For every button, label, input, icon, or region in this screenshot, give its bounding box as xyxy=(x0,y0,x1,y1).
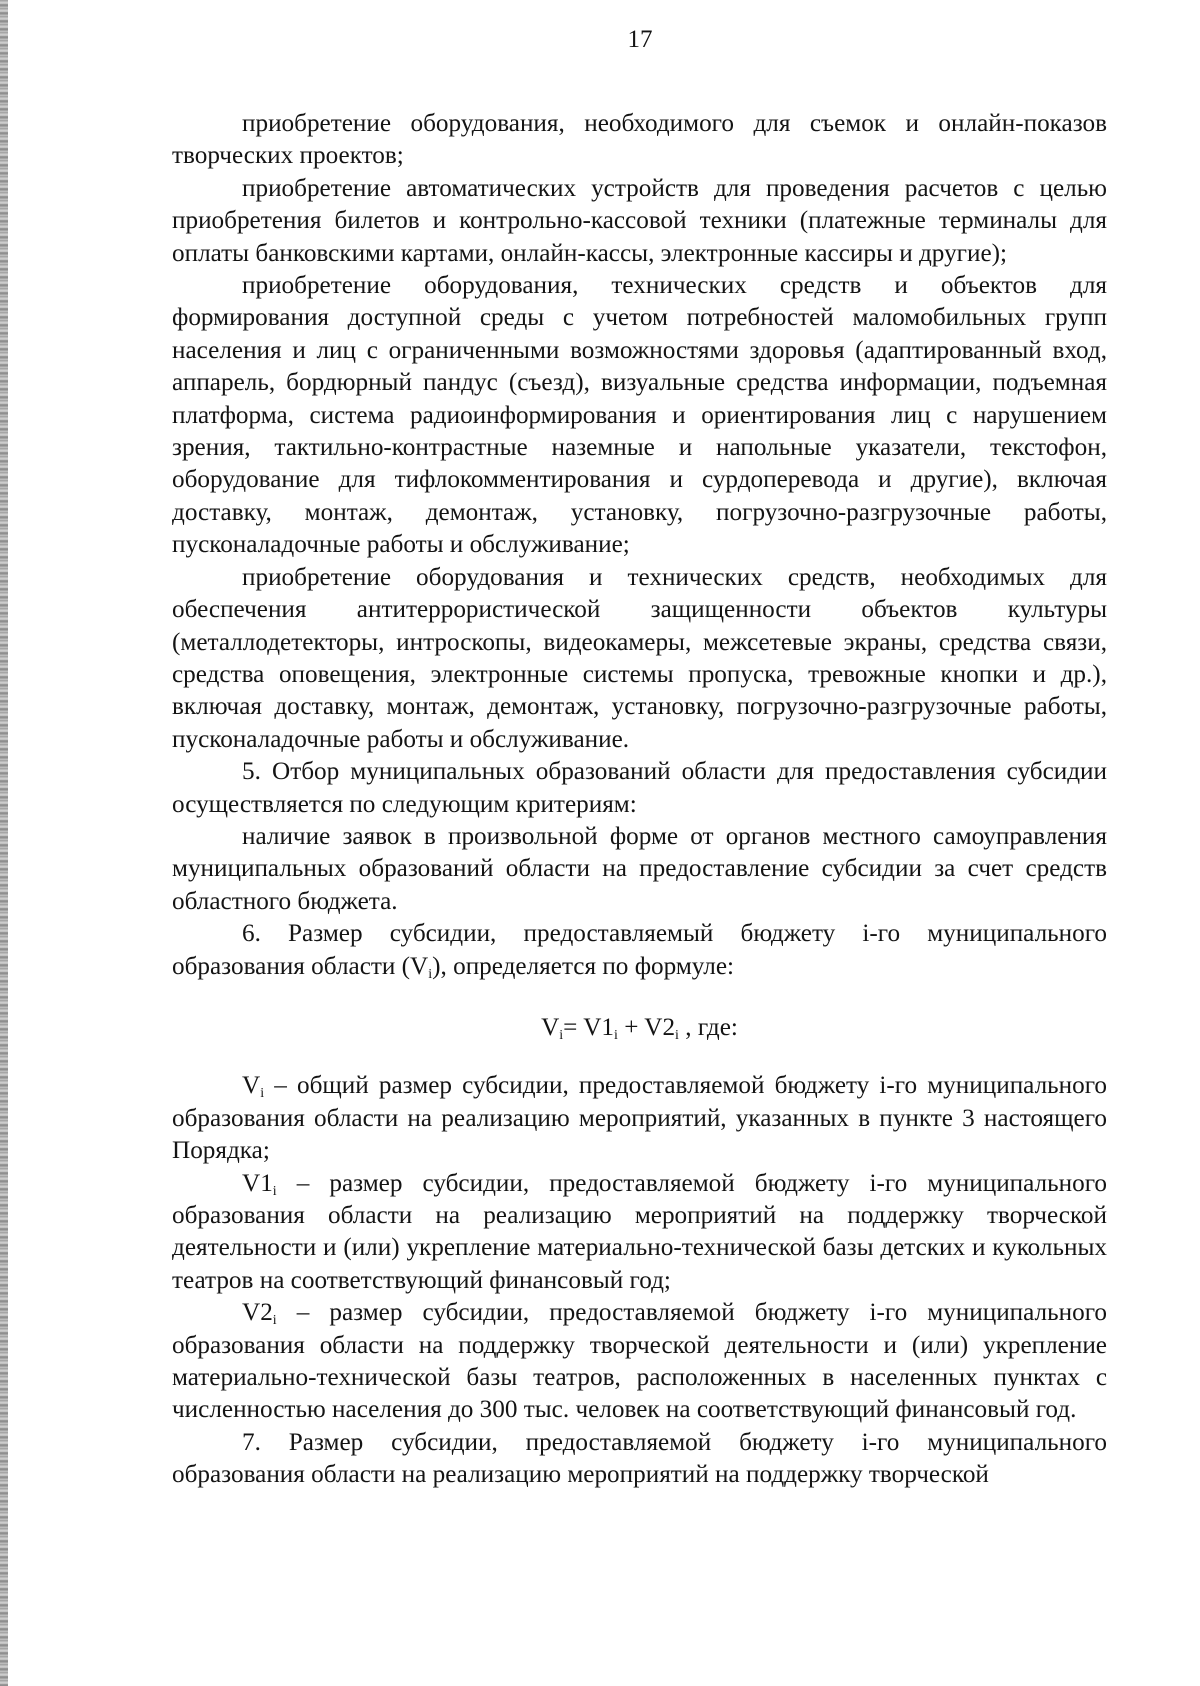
definition-symbol-sub: i xyxy=(272,1313,277,1329)
definition-text: – общий размер субсидии, предоставляемой бюджету i-го муниципального образования области на реализацию мероприятий, указанных в пункте 3 настоящего Порядка; xyxy=(172,1072,1107,1165)
paragraph-applications-criterion: наличие заявок в произвольной форме от органов местного самоуправления муниципальных образований области на предоставление субсидии за счет средств областного бюджета. xyxy=(172,822,1107,915)
subsidy-size-end: ), определяется по формуле: xyxy=(432,952,734,980)
definition-text: – размер субсидии, предоставляемой бюджету i-го муниципального образования области на поддержку творческой деятельности и (или) укрепление материально-технической базы театров, расположенных в населенных пунктах с численностью населения до 300 тыс. человек на соответствующий финансовый год. xyxy=(172,1299,1107,1424)
definition-text: – размер субсидии, предоставляемой бюджету i-го муниципального образования области на реализацию мероприятий на поддержку творческой деятельности и (или) укрепление материально-технической базы детских и кукольных театров на соответствующий финансовый год; xyxy=(172,1169,1107,1294)
definition-v2i xyxy=(172,1297,1107,1427)
scan-edge-border xyxy=(0,0,8,1686)
paragraph-accessible-environment: приобретение оборудования, технических средств и объектов для формирования доступной среды с учетом потребностей маломобильных групп населения и лиц с ограниченными возможностями здоровья (адаптированный вход, аппарель, бордюрный пандус (съезд), визуальные средства информации, подъемная платформа, система радиоинформирования и ориентирования лиц с нарушением зрения, тактильно-контрастные наземные и напольные указатели, текстофон, оборудование для тифлокомментирования и сурдоперевода и другие), включая доставку, монтаж, демонтаж, установку, погрузочно-разгрузочные работы, пусконаладочные работы и обслуживание; xyxy=(172,272,1107,559)
formula-v2-sub: i xyxy=(675,1027,679,1043)
paragraph-antiterrorism-equipment: приобретение оборудования и технических средств, необходимых для обеспечения антитеррористической защищенности объектов культуры (металлодетекторы, интроскопы, видеокамеры, межсетевые экраны, средства связи, средства оповещения, электронные системы пропуска, тревожные кнопки и др.), включая доставку, монтаж, демонтаж, установку, погрузочно-разгрузочные работы, пусконаладочные работы и обслуживание. xyxy=(172,563,1107,753)
definition-symbol-sub: i xyxy=(272,1183,277,1199)
formula-plus-v2: + V2 xyxy=(617,1013,676,1041)
paragraph-subsidy-size xyxy=(172,918,1107,983)
formula xyxy=(172,1012,1107,1044)
definition-symbol-sub: i xyxy=(260,1086,265,1102)
formula-eq-v1: = V1 xyxy=(563,1013,615,1041)
definition-symbol: V2 xyxy=(242,1299,273,1327)
document-body xyxy=(172,108,1107,1492)
subsidy-size-text: 6. Размер субсидии, предоставляемый бюджету i-го муниципального образования области (V xyxy=(172,920,1107,980)
formula-v-sub: i xyxy=(559,1027,564,1043)
paragraph-payment-devices: приобретение автоматических устройств для проведения расчетов с целью приобретения билетов и контрольно-кассовой техники (платежные терминалы для оплаты банковскими картами, онлайн-кассы, электронные кассиры и другие); xyxy=(172,174,1107,267)
paragraph-equipment-online-shows: приобретение оборудования, необходимого для съемок и онлайн-показов творческих проектов; xyxy=(172,110,1107,170)
formula-end: , где: xyxy=(678,1013,738,1041)
page-number: 17 xyxy=(627,26,653,53)
definition-v1i xyxy=(172,1168,1107,1298)
formula-v: V xyxy=(541,1013,560,1041)
subscript: i xyxy=(428,966,433,982)
definition-vi xyxy=(172,1070,1107,1167)
paragraph-7-subsidy-size: 7. Размер субсидии, предоставляемой бюджету i-го муниципального образования области на реализацию мероприятий на поддержку творческой xyxy=(172,1428,1107,1489)
definition-symbol: V1 xyxy=(242,1169,273,1197)
definition-symbol: V xyxy=(242,1072,261,1100)
formula-v1-sub: i xyxy=(614,1027,618,1043)
paragraph-selection-criteria: 5. Отбор муниципальных образований области для предоставления субсидии осуществляется по следующим критериям: xyxy=(172,758,1107,818)
